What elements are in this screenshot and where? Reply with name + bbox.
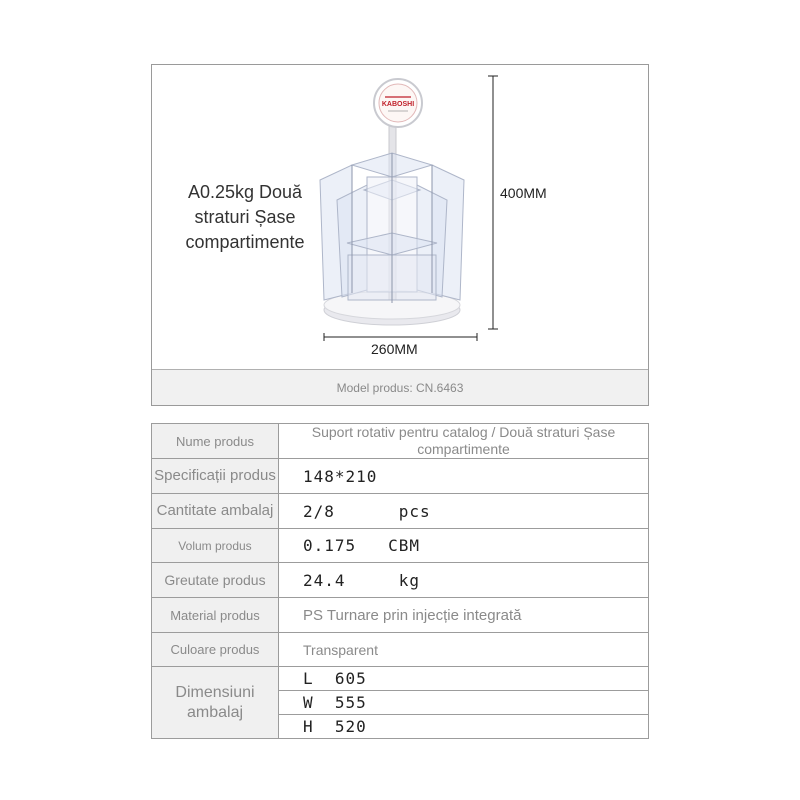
height-dimension: 400MM <box>500 185 547 201</box>
spec-value: W 555 <box>279 691 649 715</box>
table-row <box>152 598 649 633</box>
spec-label: Dimensiuni ambalaj <box>152 667 279 739</box>
model-number-bar <box>152 369 648 405</box>
product-image-panel <box>151 64 649 406</box>
table-row <box>152 494 649 529</box>
table-row <box>152 563 649 598</box>
spec-label: Specificații produs <box>152 459 279 494</box>
spec-value: H 520 <box>279 715 649 739</box>
spec-label: Cantitate ambalaj <box>152 494 279 529</box>
table-row <box>152 633 649 667</box>
spec-value: L 605 <box>279 667 649 691</box>
table-row <box>152 424 649 459</box>
spec-value: 0.175 CBM <box>279 529 649 563</box>
table-row <box>152 667 649 691</box>
width-dimension: 260MM <box>371 341 418 357</box>
spec-value: 148*210 <box>279 459 649 494</box>
spec-table <box>151 423 649 739</box>
spec-label: Volum produs <box>152 529 279 563</box>
spec-value: Suport rotativ pentru catalog / Două straturi Șase compartimente <box>279 424 649 459</box>
spec-label: Material produs <box>152 598 279 633</box>
spec-label: Nume produs <box>152 424 279 459</box>
table-row <box>152 459 649 494</box>
spec-value: Transparent <box>279 633 649 667</box>
table-row <box>152 529 649 563</box>
product-label: A0.25kg Două straturi Șase compartimente <box>185 182 305 252</box>
logo-text: KABOSHI <box>381 101 415 108</box>
spec-value: 24.4 kg <box>279 563 649 598</box>
spec-value: 2/8 pcs <box>279 494 649 529</box>
spec-label: Culoare produs <box>152 633 279 667</box>
spec-value: PS Turnare prin injecție integrată <box>279 598 649 633</box>
model-number: Model produs: CN.6463 <box>336 380 464 395</box>
spec-label: Greutate produs <box>152 563 279 598</box>
